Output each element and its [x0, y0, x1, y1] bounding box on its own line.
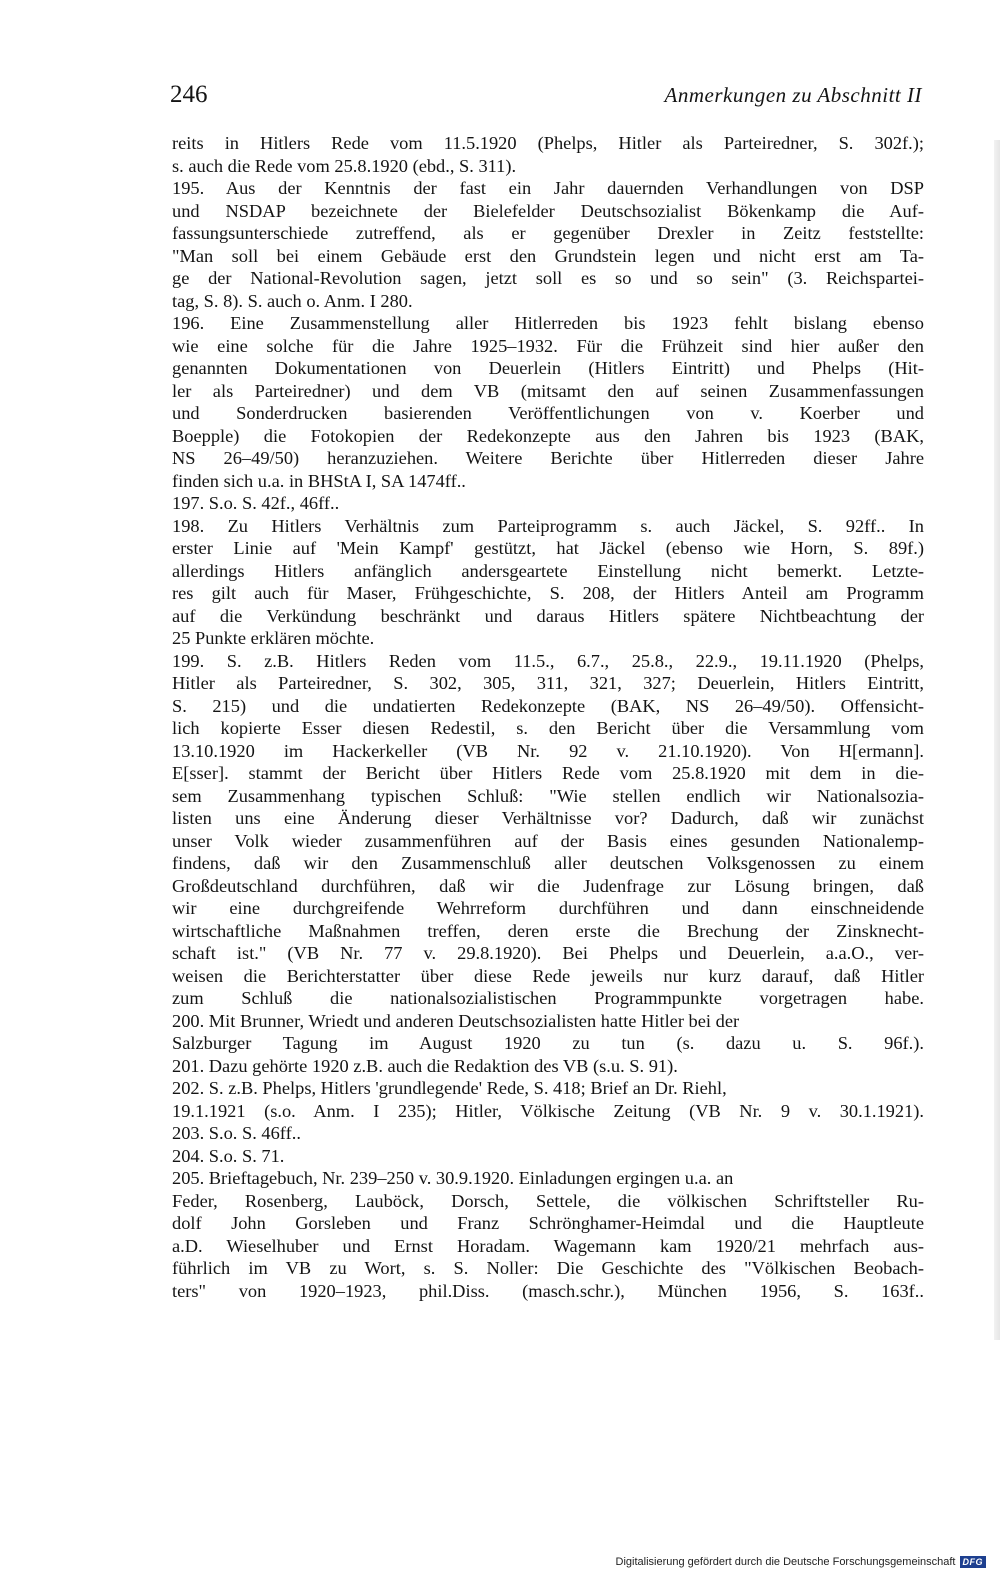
text-line: fassungsunterschiede zutreffend, als er gegenüber Drexler in Zeitz feststellte: [172, 223, 924, 243]
text-line: 203. S.o. S. 46ff.. [172, 1123, 301, 1143]
text-line: 19.1.1921 (s.o. Anm. I 235); Hitler, Völkische Zeitung (VB Nr. 9 v. 30.1.1921). [172, 1100, 924, 1121]
text-line: wie eine solche für die Jahre 1925–1932. Für die Frühzeit sind hier außer den [172, 335, 924, 356]
running-head: Anmerkungen zu Abschnitt II [664, 83, 922, 107]
text-line: erster Linie auf 'Mein Kampf' gestützt, hat Jäckel (ebenso wie Horn, S. 89f.) [172, 538, 924, 558]
text-line: E[sser]. stammt der Bericht über Hitlers Rede vom 25.8.1920 mit dem in die- [172, 763, 924, 783]
text-line: Großdeutschland durchführen, daß wir die Judenfrage zur Lösung bringen, daß [172, 875, 924, 896]
text-line: tag, S. 8). S. auch o. Anm. I 280. [172, 290, 413, 311]
text-line: weisen die Berichterstatter über diese Rede jeweils nur kurz darauf, daß Hitler [172, 965, 924, 986]
dfg-logo: DFG [960, 1556, 987, 1568]
text-line: lich kopierte Esser diesen Redestil, s. den Bericht über die Versammlung vom [172, 718, 924, 738]
text-line: 201. Dazu gehörte 1920 z.B. auch die Redaktion des VB (s.u. S. 91). [172, 1055, 678, 1076]
text-line: dolf John Gorsleben und Franz Schrönghamer-Heimdal und die Hauptleute [172, 1213, 924, 1233]
text-line: 25 Punkte erklären möchte. [172, 628, 375, 648]
text-line: finden sich u.a. in BHStA I, SA 1474ff.. [172, 470, 466, 491]
text-line: "Man soll bei einem Gebäude erst den Grundstein legen und nicht erst am Ta- [172, 245, 924, 266]
text-line: auf die Verkündung beschränkt und daraus Hitlers spätere Nichtbeachtung der [172, 605, 924, 626]
text-line: zum Schluß die nationalsozialistischen Programmpunkte vorgetragen habe. [172, 988, 924, 1008]
page-number: 246 [170, 81, 208, 108]
text-line: führlich im VB zu Wort, s. S. Noller: Die Geschichte des "Völkischen Beobach- [172, 1258, 924, 1278]
text-line: ge der National-Revolution sagen, jetzt soll es so und so sein" (3. Reichspartei- [172, 268, 924, 288]
funding-credit: Digitalisierung gefördert durch die Deutsche Forschungsgemeinschaft [615, 1556, 956, 1568]
text-line: unser Volk wieder zusammenführen auf der Basis eines gesunden Nationalemp- [172, 830, 924, 851]
text-line: allerdings Hitlers anfänglich andersgeartete Einstellung nicht bemerkt. Letzte- [172, 560, 924, 581]
text-line: 13.10.1920 im Hackerkeller (VB Nr. 92 v. 21.10.1920). Von H[ermann]. [172, 740, 924, 761]
page-header [170, 78, 922, 112]
text-line: res gilt auch für Maser, Frühgeschichte, S. 208, der Hitlers Anteil am Programm [172, 583, 924, 603]
text-line: reits in Hitlers Rede vom 11.5.1920 (Phelps, Hitler als Parteiredner, S. 302f.); [172, 133, 924, 153]
text-line: 205. Brieftagebuch, Nr. 239–250 v. 30.9.1920. Einladungen ergingen u.a. an [172, 1168, 734, 1188]
text-line: schaft ist." (VB Nr. 77 v. 29.8.1920). Bei Phelps und Deuerlein, a.a.O., ver- [172, 943, 924, 963]
text-line: 199. S. z.B. Hitlers Reden vom 11.5., 6.7., 25.8., 22.9., 19.11.1920 (Phelps, [172, 650, 924, 671]
text-line: NS 26–49/50) heranzuziehen. Weitere Berichte über Hitlerreden dieser Jahre [172, 448, 924, 468]
text-line: 204. S.o. S. 71. [172, 1145, 285, 1166]
text-line: sem Zusammenhang typischen Schluß: "Wie stellen endlich wir Nationalsozia- [172, 785, 924, 806]
text-line: und Sonderdrucken basierenden Veröffentlichungen von v. Koerber und [172, 403, 924, 423]
text-line: Hitler als Parteiredner, S. 302, 305, 311, 321, 327; Deuerlein, Hitlers Eintritt, [172, 673, 924, 693]
text-line: a.D. Wieselhuber und Ernst Horadam. Wagemann kam 1920/21 mehrfach aus- [172, 1235, 924, 1256]
text-line: und NSDAP bezeichnete der Bielefelder Deutschsozialist Bökenkamp die Auf- [172, 200, 924, 221]
scan-edge-shadow [994, 140, 1000, 1340]
text-line: Feder, Rosenberg, Lauböck, Dorsch, Settele, die völkischen Schriftsteller Ru- [172, 1190, 924, 1211]
text-line: s. auch die Rede vom 25.8.1920 (ebd., S. 311). [172, 155, 517, 176]
text-line: 200. Mit Brunner, Wriedt und anderen Deutschsozialisten hatte Hitler bei der [172, 1010, 740, 1031]
text-line: 195. Aus der Kenntnis der fast ein Jahr dauernden Verhandlungen von DSP [172, 178, 924, 198]
text-line: wir eine durchgreifende Wehrreform durchführen und dann einschneidende [172, 898, 924, 918]
footnotes-text-block [172, 132, 924, 1302]
text-line: Boepple) die Fotokopien der Redekonzepte aus den Jahren bis 1923 (BAK, [172, 425, 924, 446]
text-line: S. 215) und die undatierten Redekonzepte (BAK, NS 26–49/50). Offensicht- [172, 695, 924, 716]
text-line: wirtschaftliche Maßnahmen treffen, deren erste die Brechung der Zinsknecht- [172, 920, 924, 941]
text-line: genannten Dokumentationen von Deuerlein (Hitlers Eintritt) und Phelps (Hit- [172, 358, 924, 378]
text-line: 197. S.o. S. 42f., 46ff.. [172, 493, 340, 513]
text-line: Salzburger Tagung im August 1920 zu tun (s. dazu u. S. 96f.). [172, 1033, 924, 1053]
text-line: 202. S. z.B. Phelps, Hitlers 'grundlegende' Rede, S. 418; Brief an Dr. Riehl, [172, 1078, 727, 1098]
text-line: ters" von 1920–1923, phil.Diss. (masch.schr.), München 1956, S. 163f.. [172, 1280, 924, 1301]
text-line: 198. Zu Hitlers Verhältnis zum Parteiprogramm s. auch Jäckel, S. 92ff.. In [172, 515, 924, 536]
digitization-footer [616, 1554, 986, 1570]
text-line: 196. Eine Zusammenstellung aller Hitlerreden bis 1923 fehlt bislang ebenso [172, 313, 924, 333]
text-line: listen uns eine Änderung dieser Verhältnisse vor? Dadurch, daß wir zunächst [172, 808, 924, 828]
text-line: findens, daß wir den Zusammenschluß aller deutschen Volksgenossen zu einem [172, 853, 924, 873]
text-line: ler als Parteiredner) und dem VB (mitsamt den auf seinen Zusammenfassungen [172, 380, 924, 401]
